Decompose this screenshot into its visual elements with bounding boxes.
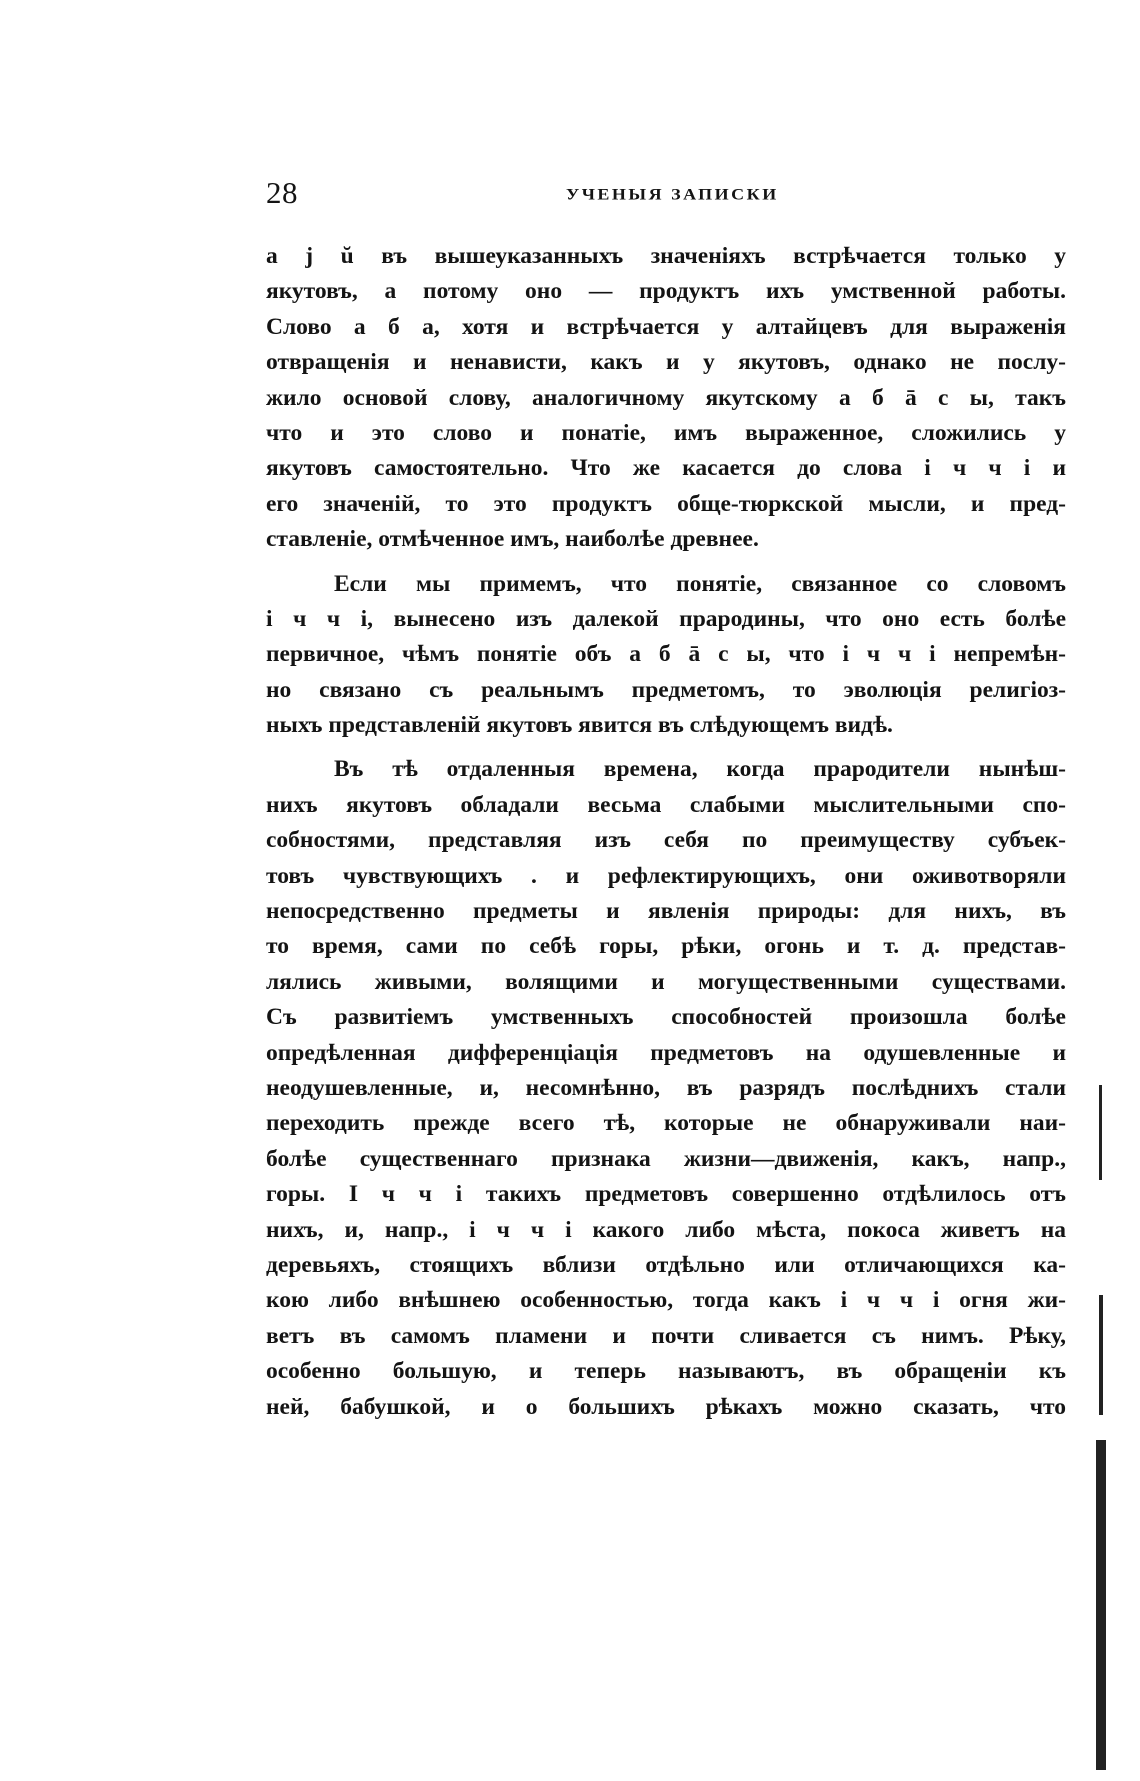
text-line: Съ развитіемъ умственныхъ способностей произошла болѣе [266, 1004, 1066, 1031]
text-line: Если мы примемъ, что понятіе, связанное со словомъ [334, 570, 1066, 597]
text-line: нихъ якутовъ обладали весьма слабыми мыслительными спо- [266, 791, 1066, 818]
text-line: непосредственно предметы и явленія природы: для нихъ, въ [266, 898, 1066, 925]
paragraph-1 [266, 239, 1066, 558]
text-line: якутовъ, а потому оно — продуктъ ихъ умственной работы. [266, 278, 1066, 305]
text-line: Въ тѣ отдаленныя времена, когда прародители нынѣш- [334, 756, 1066, 783]
text-line: первичное, чѣмъ понятіе объ а б ā с ы, что і ч ч і непремѣн- [266, 641, 1066, 668]
paragraph-3 [266, 752, 1066, 1424]
scan-edge-mark [1099, 1085, 1102, 1180]
body-text [266, 239, 1066, 1434]
text-line: ныхъ представленій якутовъ явится въ слѣдующемъ видѣ. [266, 712, 893, 739]
text-line: особенно большую, и теперь называютъ, въ обращеніи къ [266, 1358, 1066, 1385]
text-line: якутовъ самостоятельно. Что же касается до слова і ч ч і и [266, 455, 1066, 482]
scan-edge-mark [1099, 1295, 1103, 1415]
text-line: нихъ, и, напр., і ч ч і какого либо мѣста, покоса живетъ на [266, 1216, 1066, 1243]
text-line: Слово а б а, хотя и встрѣчается у алтайцевъ для выраженія [266, 313, 1066, 340]
text-line: переходить прежде всего тѣ, которые не обнаруживали наи- [266, 1110, 1066, 1137]
text-line: горы. І ч ч і такихъ предметовъ совершенно отдѣлилось отъ [266, 1181, 1066, 1208]
text-line: то время, сами по себѣ горы, рѣки, огонь и т. д. представ- [266, 933, 1066, 960]
text-line: болѣе существеннаго признака жизни—движенія, какъ, напр., [266, 1145, 1066, 1172]
text-line: і ч ч і, вынесено изъ далекой прародины, что оно есть болѣе [266, 605, 1066, 632]
text-line: неодушевленные, и, несомнѣнно, въ разрядъ послѣднихъ стали [266, 1074, 1066, 1101]
page-number: 28 [266, 175, 298, 210]
text-line: жило основой слову, аналогичному якутскому а б ā с ы, такъ [266, 384, 1066, 411]
scan-edge-mark [1096, 1440, 1106, 1770]
text-line: опредѣленная дифференціація предметовъ на одушевленные и [266, 1039, 1066, 1066]
text-line: деревьяхъ, стоящихъ вблизи отдѣльно или отличающихся ка- [266, 1251, 1066, 1278]
text-line: отвращенія и ненависти, какъ и у якутовъ, однако не послу- [266, 349, 1066, 376]
text-line: кою либо внѣшнею особенностью, тогда какъ і ч ч і огня жи- [266, 1287, 1066, 1314]
text-line: но связано съ реальнымъ предметомъ, то эволюція религіоз- [266, 676, 1066, 703]
text-line: собностями, представляя изъ себя по преимуществу субъек- [266, 827, 1066, 854]
text-line: лялись живыми, волящими и могущественными существами. [266, 968, 1066, 995]
text-line: a j ŭ въ вышеуказанныхъ значеніяхъ встрѣчается только у [266, 243, 1066, 269]
text-line: ней, бабушкой, и о большихъ рѣкахъ можно сказать, что [266, 1393, 1066, 1420]
text-line: ветъ въ самомъ пламени и почти сливается съ нимъ. Рѣку, [266, 1322, 1066, 1349]
page-header [266, 175, 1066, 215]
text-line: товъ чувствующихъ . и рефлектирующихъ, они оживотворяли [266, 862, 1066, 889]
running-title: УЧЕНЫЯ ЗАПИСКИ [566, 185, 779, 204]
text-line: ставленіе, отмѣченное имъ, наиболѣе древнее. [266, 526, 759, 553]
text-line: что и это слово и понатіе, имъ выраженное, сложились у [266, 419, 1066, 446]
paragraph-2 [266, 567, 1066, 744]
text-line: его значеній, то это продуктъ обще-тюркской мысли, и пред- [266, 490, 1066, 517]
